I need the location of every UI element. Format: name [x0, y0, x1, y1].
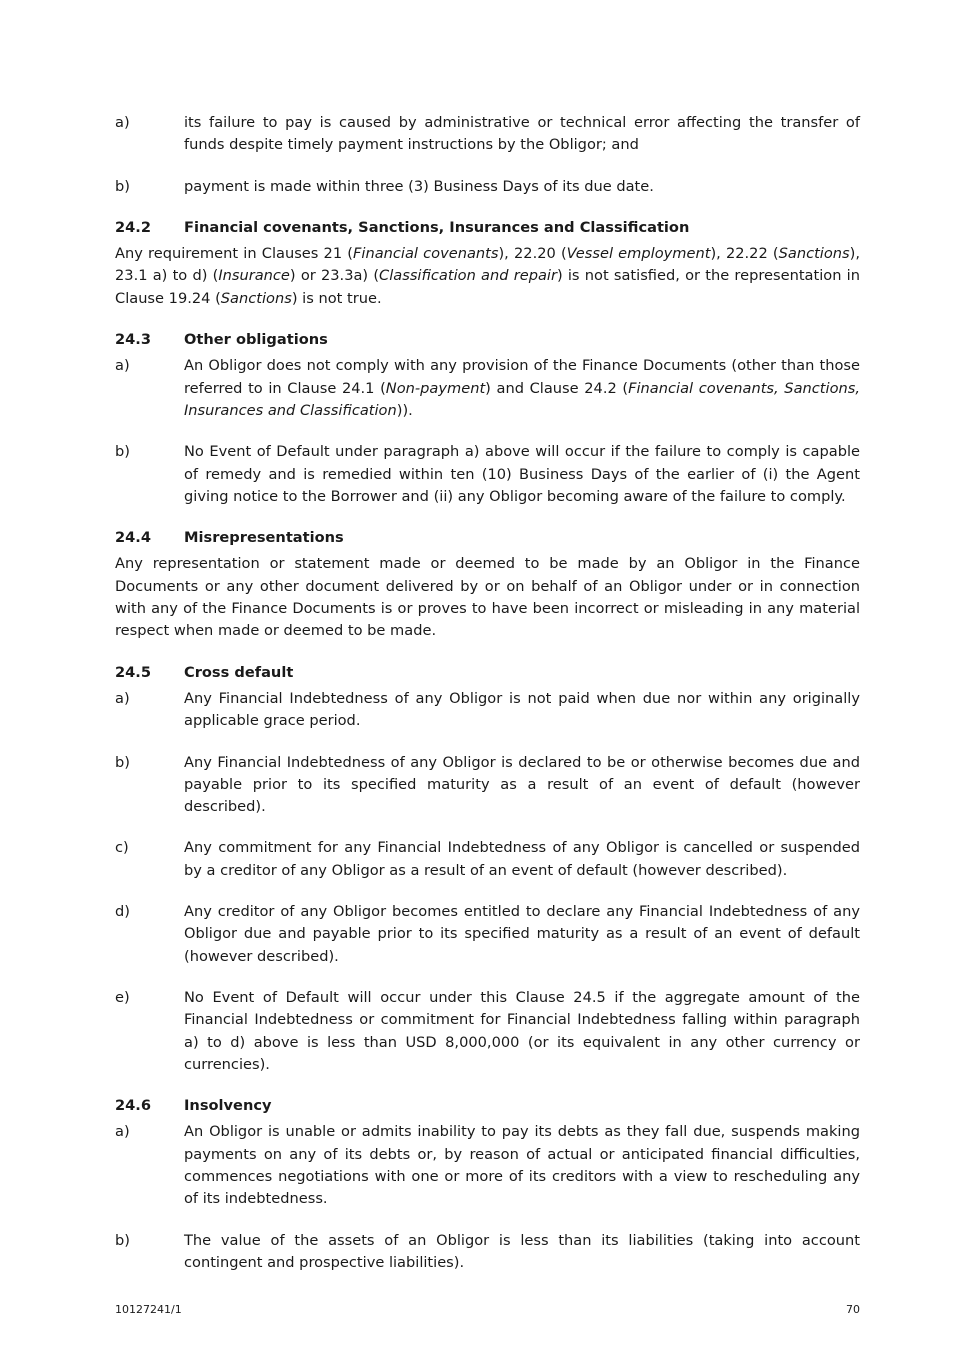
italic-text: Insurance — [218, 267, 290, 285]
item-label: a) — [115, 114, 130, 131]
list-item — [115, 355, 860, 422]
item-text — [184, 112, 860, 157]
list-item — [115, 176, 860, 198]
text-run: ), 23.1 a) to d) ( — [115, 245, 860, 285]
document-reference: 10127241/1 — [115, 1303, 182, 1316]
sections — [115, 217, 860, 1274]
section-heading — [115, 329, 860, 351]
section-heading — [115, 1095, 860, 1117]
text-run: An Obligor does not comply with any provision of the Finance Documents (other than those referred to in Clause 24.1 ( — [184, 357, 860, 397]
section-number: 24.6 — [115, 1097, 152, 1115]
page-footer — [115, 1303, 860, 1316]
text-run: ) or 23.3a) ( — [289, 267, 380, 285]
text-run: ), 22.22 ( — [710, 245, 779, 263]
text-run: An Obligor is unable or admits inability to pay its debts as they fall due, suspends making payments on any of its debts or, by reason of actual or anticipated financial difficulties, commences negotiations with one or more of its creditors with a view to rescheduling any of its indebtedness. — [184, 1123, 860, 1208]
list-item — [115, 112, 860, 157]
list-item — [115, 688, 860, 733]
text-run: ), 22.20 ( — [498, 245, 567, 263]
list-item — [115, 1121, 860, 1210]
text-run: No Event of Default under paragraph a) above will occur if the failure to comply is capable of remedy and is remedied within ten (10) Business Days of the earlier of (i) the Agent giving notice to the Borrower and (ii) any Obligor becoming aware of the failure to comply. — [184, 443, 860, 505]
section-heading — [115, 662, 860, 684]
section-24-2 — [115, 217, 860, 310]
section-number: 24.4 — [115, 529, 152, 547]
text-run: Any representation or statement made or deemed to be made by an Obligor in the Finance Documents or any other document delivered by or on behalf of an Obligor under or in connection with any of the Finance Documents is or proves to have been incorrect or misleading in any material respect when made or deemed to be made. — [115, 555, 860, 640]
item-label: a) — [115, 689, 130, 707]
section-title: Cross default — [184, 663, 294, 681]
item-text — [184, 901, 860, 968]
item-label: e) — [115, 988, 130, 1006]
list-item — [115, 441, 860, 508]
text-run: Any creditor of any Obligor becomes entitled to declare any Financial Indebtedness of any Obligor due and payable prior to its specified maturity as a result of an event of default (however described). — [184, 903, 860, 965]
item-text — [184, 441, 860, 508]
italic-text: Non-payment — [385, 379, 486, 397]
text-run: The value of the assets of an Obligor is less than its liabilities (taking into account contingent and prospective liabilities). — [184, 1231, 860, 1271]
section-paragraph — [115, 243, 860, 310]
text-run: payment is made within three (3) Business Days of its due date. — [184, 177, 654, 195]
page-number: 70 — [846, 1303, 860, 1316]
section-number: 24.3 — [115, 331, 152, 349]
section-heading — [115, 217, 860, 239]
section-heading — [115, 527, 860, 549]
list-item — [115, 837, 860, 882]
text-run: No Event of Default will occur under this Clause 24.5 if the aggregate amount of the Financial Indebtedness or commitment for Financial Indebtedness falling within paragraph a) to d) above is less than USD 8,000,000 (or its equivalent in any other currency or currencies). — [184, 988, 860, 1073]
item-text — [184, 1121, 860, 1210]
text-run: its failure to pay is caused by administrative or technical error affecting the transfer of funds despite timely payment instructions by the Obligor; and — [184, 114, 860, 154]
italic-text: Classification and repair — [379, 267, 557, 285]
text-run: ) and Clause 24.2 ( — [485, 379, 629, 397]
italic-text: Vessel employment — [566, 245, 711, 263]
item-text — [184, 1230, 860, 1275]
item-label: b) — [115, 1231, 130, 1249]
item-text — [184, 176, 860, 198]
item-label: b) — [115, 177, 130, 195]
document-body — [115, 112, 860, 1293]
section-24-6 — [115, 1095, 860, 1274]
section-title: Financial covenants, Sanctions, Insurances and Classification — [184, 218, 690, 236]
section-24-3 — [115, 329, 860, 508]
text-run: )). — [396, 401, 413, 419]
item-text — [184, 688, 860, 733]
item-text — [184, 837, 860, 882]
section-24-4 — [115, 527, 860, 642]
item-label: c) — [115, 839, 129, 857]
item-text — [184, 752, 860, 819]
section-paragraph — [115, 553, 860, 642]
list-item — [115, 1230, 860, 1275]
section-title: Other obligations — [184, 331, 328, 349]
item-label: a) — [115, 357, 130, 375]
italic-text: Sanctions — [778, 245, 850, 263]
item-label: b) — [115, 443, 130, 461]
text-run: ) is not satisfied, or the representation in Clause 19.24 ( — [115, 267, 860, 307]
text-run: Any Financial Indebtedness of any Obligor is not paid when due nor within any originally applicable grace period. — [184, 689, 860, 730]
italic-text: Financial covenants — [353, 245, 499, 263]
text-run: Any requirement in Clauses 21 ( — [115, 245, 353, 263]
list-item — [115, 752, 860, 819]
item-text — [184, 987, 860, 1076]
section-title: Misrepresentations — [184, 529, 344, 547]
list-item — [115, 987, 860, 1076]
italic-text: Sanctions — [220, 289, 292, 307]
item-label: a) — [115, 1123, 130, 1141]
list-item — [115, 901, 860, 968]
italic-text: Financial covenants, Sanctions, Insurances and Classification — [184, 379, 860, 419]
item-label: b) — [115, 753, 130, 771]
text-run: ) is not true. — [291, 289, 382, 307]
text-run: Any Financial Indebtedness of any Obligor is declared to be or otherwise becomes due and payable prior to its specified maturity as a result of an event of default (however described). — [184, 753, 860, 816]
section-24-5 — [115, 662, 860, 1076]
item-label: d) — [115, 903, 130, 921]
section-title: Insolvency — [184, 1097, 272, 1115]
section-number: 24.5 — [115, 663, 152, 681]
text-run: Any commitment for any Financial Indebtedness of any Obligor is cancelled or suspended by a creditor of any Obligor as a result of an event of default (however described). — [184, 839, 860, 879]
section-number: 24.2 — [115, 218, 152, 236]
intro-items — [115, 112, 860, 198]
item-text — [184, 355, 860, 422]
